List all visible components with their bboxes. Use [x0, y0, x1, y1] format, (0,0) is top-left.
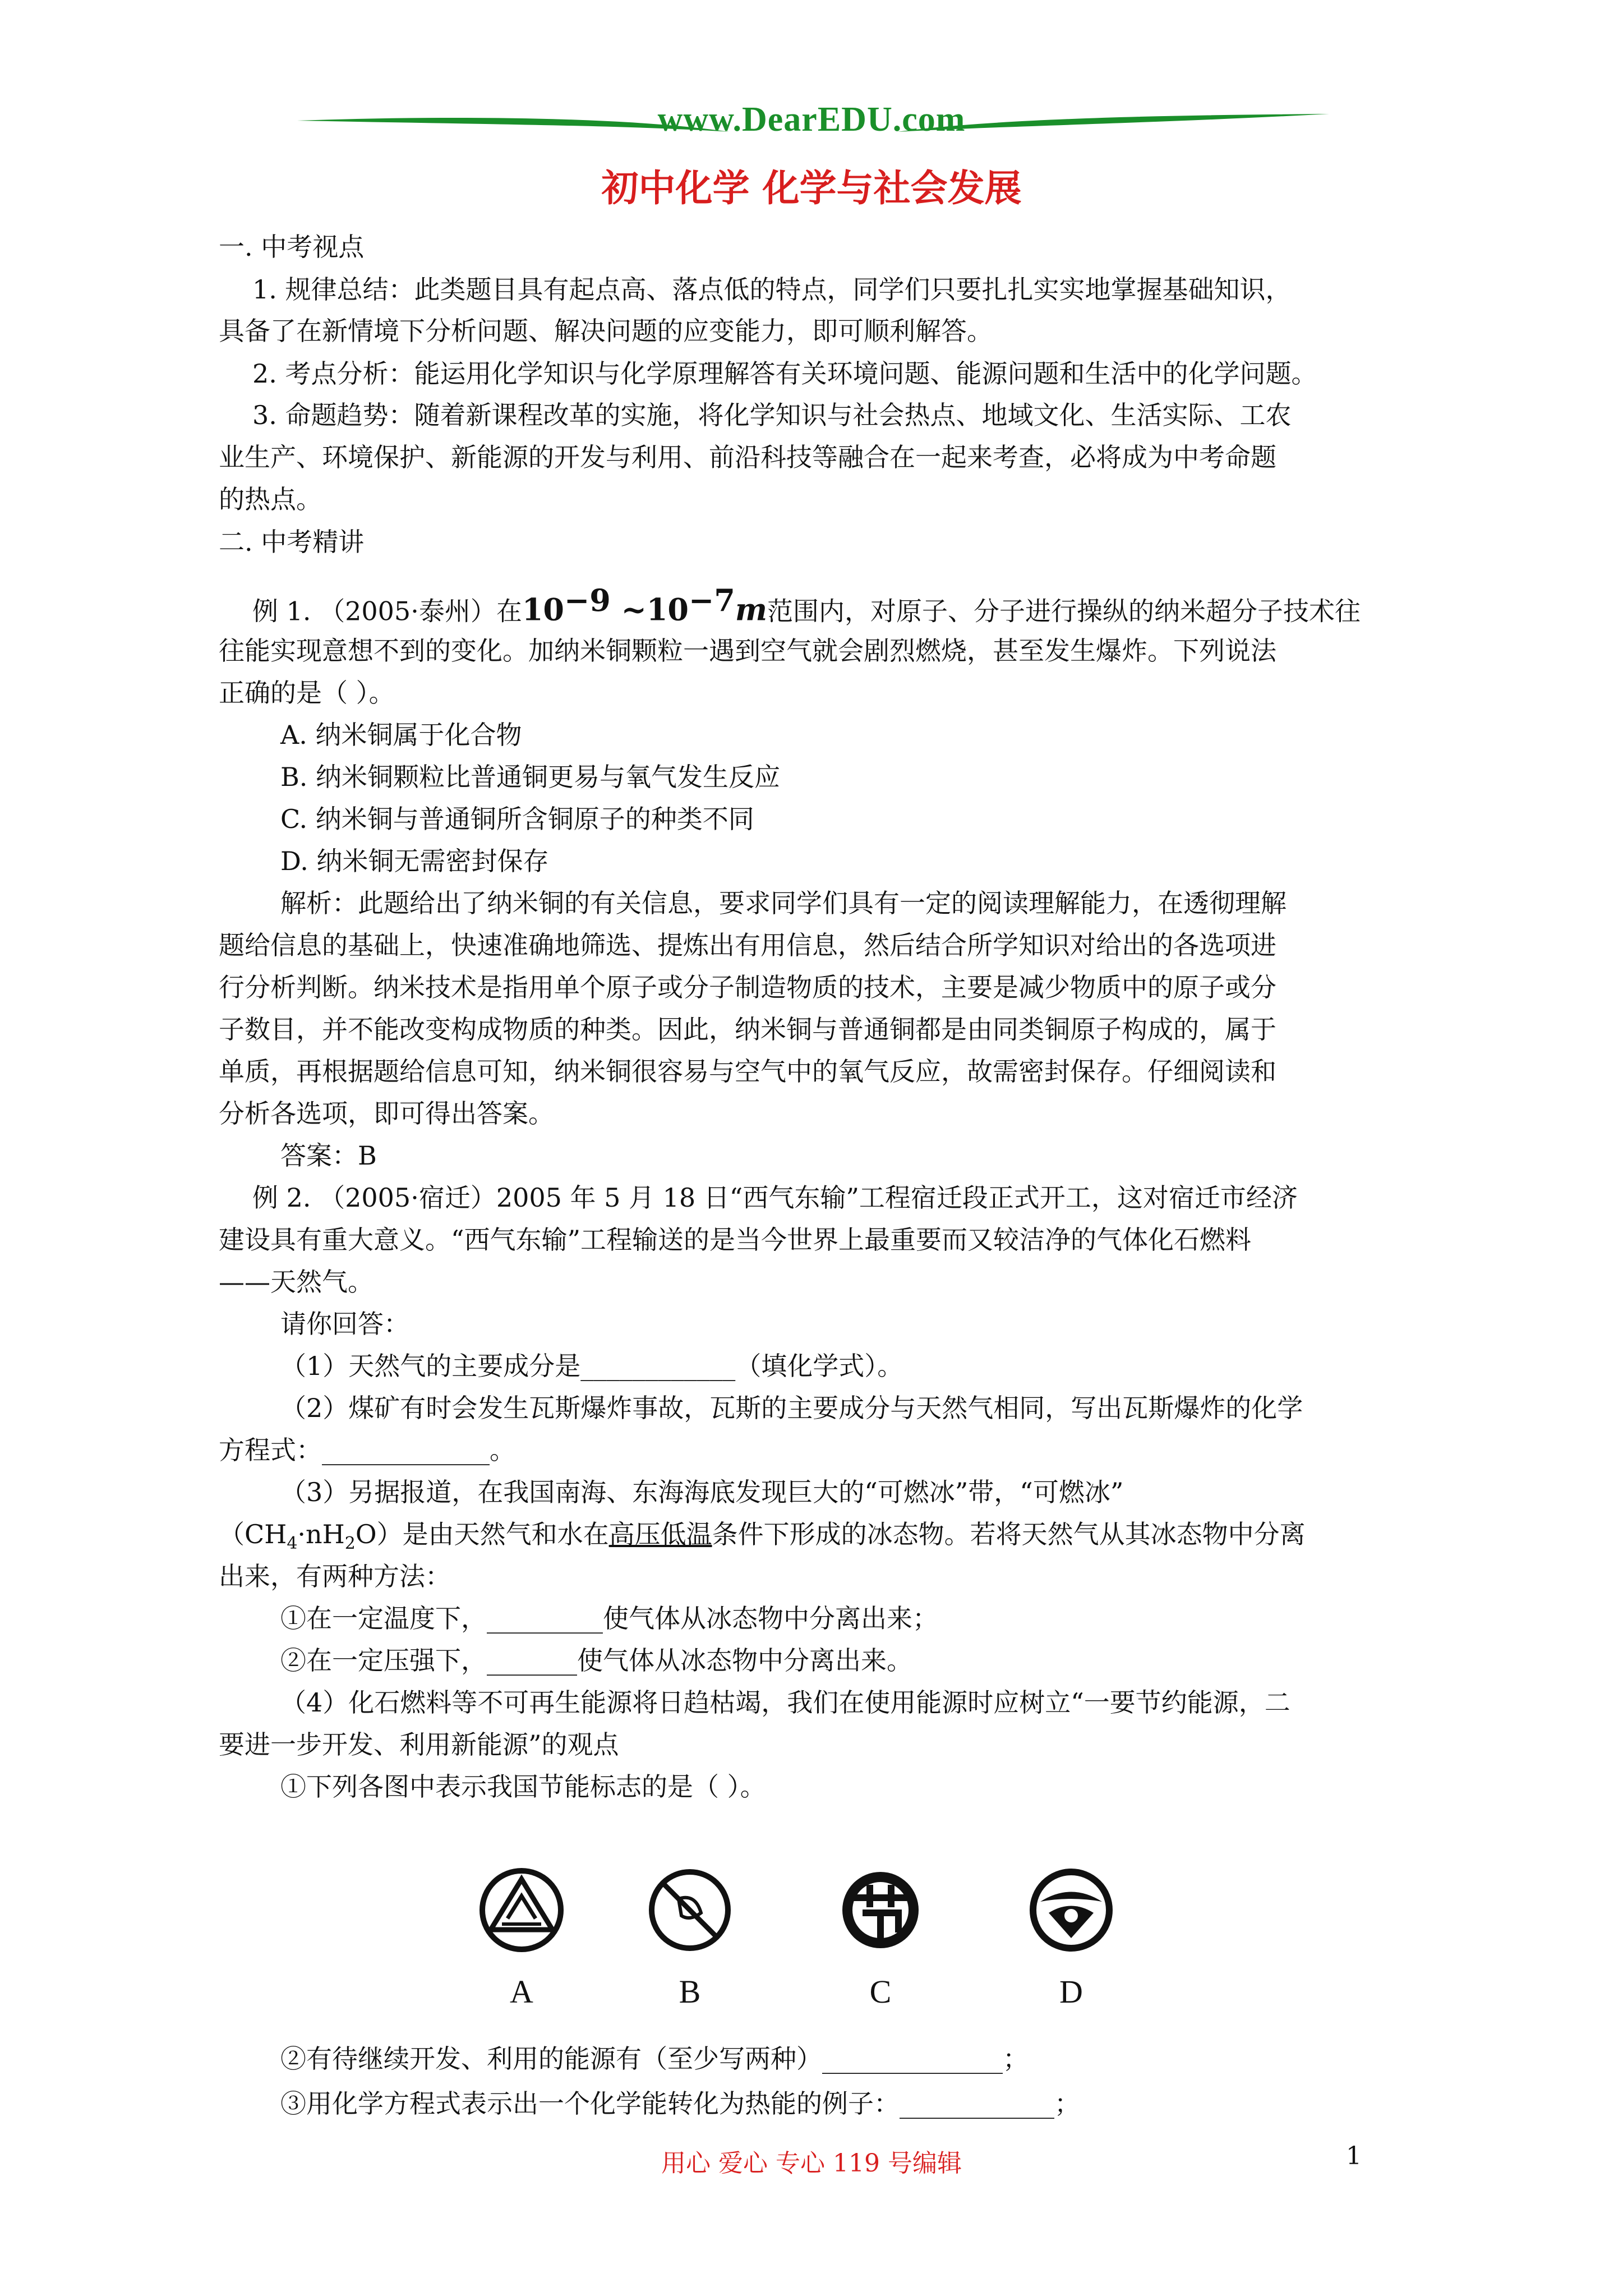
paragraph-1-line-2: 具备了在新情境下分析问题、解决问题的应变能力，即可顺利解答。 [219, 316, 993, 346]
question-3-line-2 [219, 1517, 1306, 1561]
formula-sub-2: 2 [344, 1534, 356, 1554]
formula-part-a: （CH [219, 1519, 287, 1549]
answer: 答案：B [280, 1140, 377, 1171]
site-name: www.DearEDU.com [657, 100, 966, 139]
document-title: 初中化学 化学与社会发展 [601, 166, 1022, 210]
energy-logos-figure [477, 1860, 1150, 2022]
example-1-question-line-1 [252, 583, 1361, 628]
question-2-line-1: （2）煤矿有时会发生瓦斯爆炸事故，瓦斯的主要成分与天然气相同，写出瓦斯爆炸的化学 [280, 1393, 1303, 1423]
example-2-ask: 请你回答： [280, 1309, 409, 1339]
underlined-condition: 高压低温 [608, 1519, 712, 1549]
example-1-prefix: 例 1. （2005·泰州）在 [252, 596, 522, 627]
example-1-suffix: 范围内，对原子、分子进行操纵的纳米超分子技术往 [767, 596, 1361, 627]
page-number: 1 [1346, 2142, 1362, 2170]
analysis-line-2: 题给信息的基础上，快速准确地筛选、提炼出有用信息，然后结合所学知识对给出的各选项进 [219, 930, 1276, 960]
math-exponent-a: −9 [564, 582, 611, 618]
question-2-line-2: 方程式：_____________。 [219, 1435, 515, 1465]
paragraph-3-line-3: 的热点。 [219, 484, 322, 514]
question-4-part-2: ②有待继续开发、利用的能源有（至少写两种）______________； [280, 2044, 1029, 2074]
paragraph-3-line-2: 业生产、环境保护、新能源的开发与利用、前沿科技等融合在一起来考查，必将成为中考命题 [219, 442, 1276, 472]
analysis-line-5: 单质，再根据题给信息可知，纳米铜很容易与空气中的氧气反应，故需密封保存。仔细阅读和 [219, 1056, 1276, 1087]
question-4-part-3: ③用化学方程式表示出一个化学能转化为热能的例子：____________； [280, 2088, 1080, 2119]
example-2-line-2: 建设具有重大意义。“西气东输”工程输送的是当今世界上最重要而又较洁净的气体化石燃料 [219, 1225, 1252, 1255]
question-4-line-1: （4）化石燃料等不可再生能源将日趋枯竭，我们在使用能源时应树立“一要节约能源，二 [280, 1687, 1290, 1718]
formula-part-b: ·nH [297, 1519, 345, 1549]
example-1-question-line-3: 正确的是（ ）。 [219, 678, 395, 708]
formula-sub-1: 4 [287, 1534, 298, 1554]
example-1-question-line-2: 往能实现意想不到的变化。加纳米铜颗粒一遇到空气就会剧烈燃烧，甚至发生爆炸。下列说法 [219, 636, 1276, 666]
question-3-method-2: ②在一定压强下，_______使气体从冰态物中分离出来。 [280, 1645, 912, 1676]
logo-label-b: B [679, 1973, 701, 2010]
logo-label-c: C [869, 1973, 892, 2010]
analysis-line-3: 行分析判断。纳米技术是指用单个原子或分子制造物质的技术，主要是减少物质中的原子或分 [219, 972, 1276, 1002]
question-3-method-1: ①在一定温度下，_________使气体从冰态物中分离出来； [280, 1603, 938, 1634]
logo-label-d: D [1059, 1973, 1083, 2010]
logo-c-energy-saving-icon [842, 1872, 919, 1948]
analysis-line-6: 分析各选项，即可得出答案。 [219, 1098, 554, 1129]
math-base-a: 10 [522, 591, 564, 628]
question-4-part-1: ①下列各图中表示我国节能标志的是（ ）。 [280, 1772, 766, 1802]
section-heading-1: 一. 中考视点 [219, 232, 365, 262]
option-a: A. 纳米铜属于化合物 [280, 720, 522, 750]
math-exponent-b: −7 [689, 582, 735, 618]
math-tilde: ~ [610, 591, 647, 628]
question-4-line-2: 要进一步开发、利用新能源”的观点 [219, 1729, 619, 1760]
paragraph-1-line-1: 1. 规律总结：此类题目具有起点高、落点低的特点，同学们只要扎扎实实地掌握基础知识， [252, 274, 1292, 305]
question-1: （1）天然气的主要成分是____________（填化学式）。 [280, 1351, 903, 1381]
logo-b-no-symbol-icon [652, 1872, 728, 1948]
footer-text: 用心 爱心 专心 119 号编辑 [661, 2149, 962, 2178]
paragraph-3-line-1: 3. 命题趋势：随着新课程改革的实施，将化学知识与社会热点、地域文化、生活实际、工农 [252, 400, 1292, 430]
question-3-line-3: 出来，有两种方法： [219, 1561, 451, 1591]
section-heading-2: 二. 中考精讲 [219, 527, 365, 557]
logo-label-a: A [510, 1973, 533, 2010]
analysis-line-4: 子数目，并不能改变构成物质的种类。因此，纳米铜与普通铜都是由同类铜原子构成的，属于 [219, 1014, 1276, 1045]
option-b: B. 纳米铜颗粒比普通铜更易与氧气发生反应 [280, 762, 781, 792]
formula-part-c: O）是由天然气和水在 [355, 1519, 609, 1549]
option-d: D. 纳米铜无需密封保存 [280, 846, 549, 876]
math-unit: m [735, 591, 767, 628]
logo-a-triangle-icon [482, 1871, 561, 1949]
example-2-line-3: ——天然气。 [219, 1267, 374, 1297]
question-3-line-1: （3）另据报道，在我国南海、东海海底发现巨大的“可燃冰”带，“可燃冰” [280, 1477, 1124, 1507]
logo-d-emblem-icon [1033, 1872, 1109, 1948]
paragraph-2: 2. 考点分析：能运用化学知识与化学原理解答有关环境问题、能源问题和生活中的化学问题。 [252, 358, 1317, 389]
option-c: C. 纳米铜与普通铜所含铜原子的种类不同 [280, 804, 754, 834]
formula-part-d: 条件下形成的冰态物。若将天然气从其冰态物中分离 [712, 1519, 1306, 1549]
example-2-line-1: 例 2. （2005·宿迁）2005 年 5 月 18 日“西气东输”工程宿迁段正式开工，这对宿迁市经济 [252, 1182, 1298, 1213]
analysis-line-1: 解析：此题给出了纳米铜的有关信息，要求同学们具有一定的阅读理解能力，在透彻理解 [280, 888, 1287, 918]
math-base-b: 10 [646, 591, 689, 628]
